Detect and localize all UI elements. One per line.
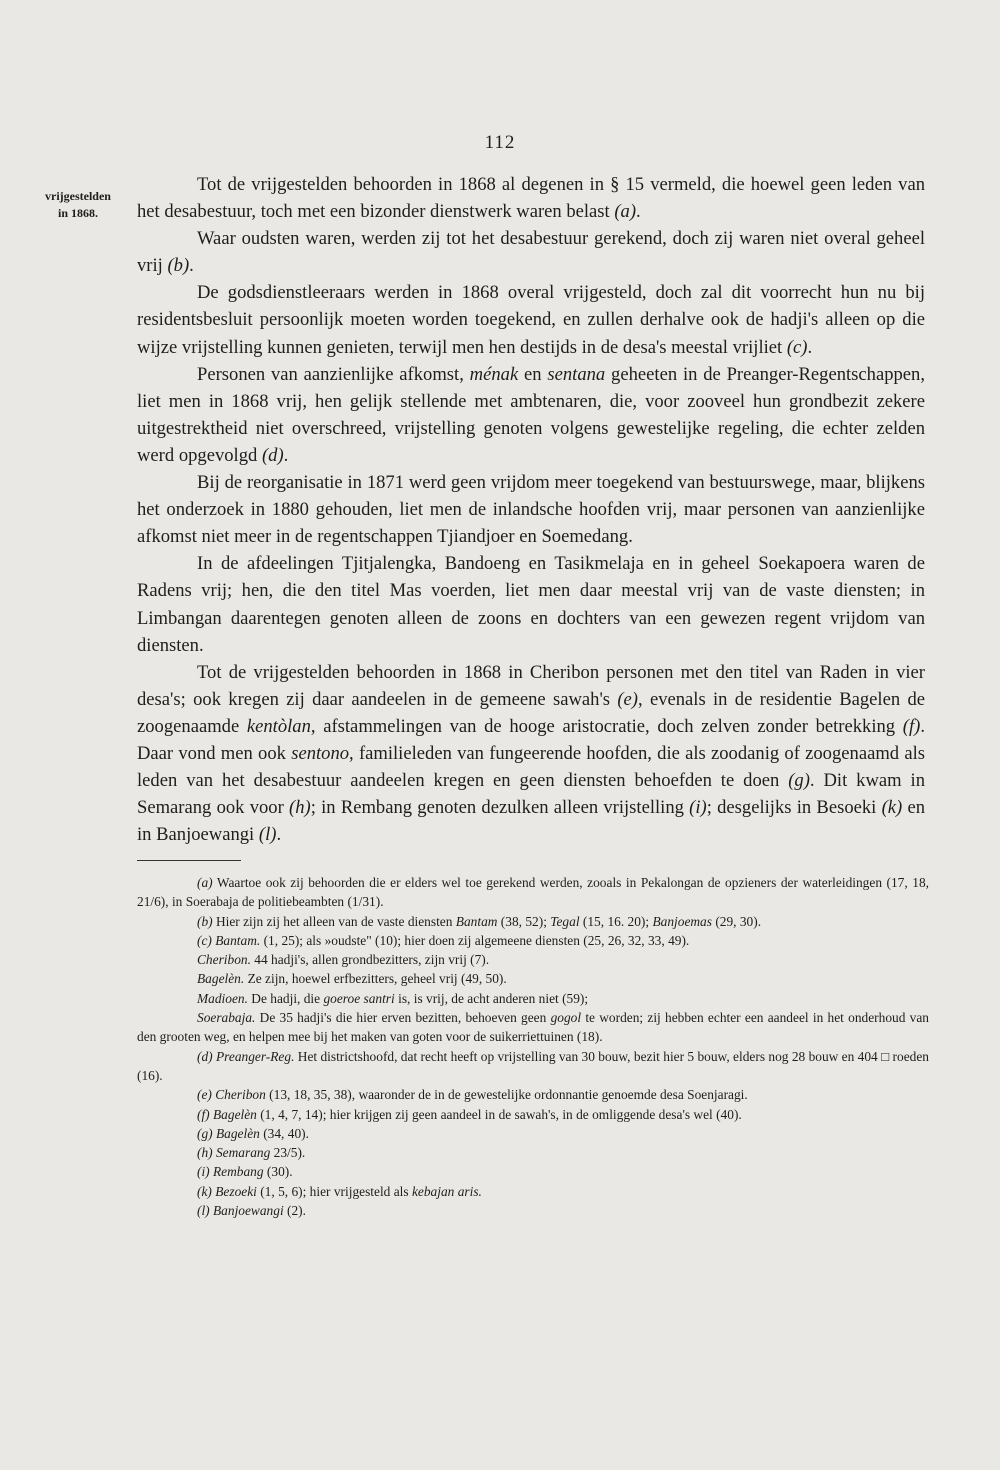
body-text (137, 171, 925, 848)
footnote (137, 1162, 929, 1181)
text-run: geheeten in de Preanger-Regentschappen, liet men in 1868 vrij, hen gelijk stellende met ambtenaren, die, voor zooveel hun grondbezit zekere uitgestrektheid niet overschreed, vrijstelling genoten volgens gewestelijke regeling, die echter zelden werd opgevolgd (137, 363, 925, 466)
paragraph (137, 550, 925, 658)
footnote-divider (137, 860, 241, 861)
text-run: (15, 16. 20); (579, 913, 653, 929)
italic-text: Madioen. (197, 990, 248, 1006)
italic-text: (e) (617, 688, 638, 710)
italic-text: (g) (197, 1125, 213, 1141)
paragraph (137, 361, 925, 469)
footnote (137, 1124, 929, 1143)
footnote (137, 873, 929, 912)
italic-text: Bagelèn (213, 1106, 257, 1122)
italic-text: Cheribon. (197, 952, 251, 968)
footnote (137, 1008, 929, 1047)
text-run: (1, 4, 7, 14); hier krijgen zij geen aandeel in de sawah's, in de omliggende desa's wel (40). (256, 1106, 742, 1122)
italic-text: Cheribon (215, 1087, 266, 1103)
text-run: . (636, 201, 641, 223)
text-run: De 35 hadji's die hier erven bezitten, behoeven geen (255, 1010, 551, 1026)
paragraph (137, 659, 925, 849)
footnote (137, 1047, 929, 1086)
italic-text: (h) (289, 797, 311, 819)
text-run: . (283, 444, 289, 466)
paragraph (137, 279, 925, 360)
italic-text: (c) (197, 932, 212, 948)
italic-text: (g) (788, 770, 810, 792)
text-run: , evenals in de residentie Bagelen de zoogenaamde (137, 688, 925, 737)
italic-text: Bezoeki (215, 1183, 257, 1199)
footnotes (137, 873, 929, 1220)
text-run: Tot de vrijgestelden behoorden in 1868 al degenen in § 15 vermeld, die hoewel geen leden van het desabestuur, toch met een bizonder dienstwerk waren belast (137, 174, 925, 223)
italic-text: Bagelèn (215, 1125, 260, 1141)
text-run: is, is vrij, de acht anderen niet (59); (394, 990, 589, 1006)
italic-text: (a) (614, 201, 637, 223)
footnote (137, 931, 929, 950)
footnote (137, 989, 929, 1008)
italic-text: (f) (197, 1106, 210, 1122)
text-run: (34, 40). (259, 1125, 309, 1141)
footnote (137, 1085, 929, 1104)
text-run: (1, 25); als »oudste" (10); hier doen zij algemeene diensten (25, 26, 32, 33, 49). (260, 932, 690, 948)
italic-text: ménak (469, 363, 519, 385)
text-run: 23/5). (270, 1145, 306, 1161)
italic-text: gogol (550, 1010, 582, 1026)
italic-text: (l) (258, 824, 277, 846)
italic-text: Banjoewangi (213, 1203, 284, 1219)
text-run: , familieleden van fungeerende hoofden, die als zoodanig of zoogenaamd als leden van het desabestuur aandeelen kregen en geen diensten behoefden te doen (137, 742, 925, 792)
footnote (137, 1182, 929, 1201)
text-run: , afstammelingen van de hooge aristocratie, doch zelven zonder betrekking (310, 715, 903, 737)
italic-text: Soerabaja. (197, 1010, 256, 1026)
italic-text: (a) (197, 875, 213, 890)
italic-text: (k) (881, 797, 903, 819)
text-run: Personen van aanzienlijke afkomst, (197, 363, 470, 385)
italic-text: (e) (197, 1087, 212, 1103)
italic-text: (f) (902, 715, 921, 737)
text-run: (38, 52); (497, 913, 551, 929)
italic-text: Bagelèn. (197, 971, 245, 987)
text-run: (30). (263, 1164, 293, 1180)
text-run: (2). (283, 1203, 306, 1219)
italic-text: (h) (197, 1145, 213, 1161)
text-run: ; desgelijks in Besoeki (706, 797, 882, 819)
text-run: Het districtshoofd, dat recht heeft op vrijstelling van 30 bouw, bezit hier 5 bouw, elders nog 28 bouw en 404 □ roeden (16). (137, 1048, 929, 1083)
italic-text: (k) (197, 1183, 212, 1199)
text-run: In de afdeelingen Tjitjalengka, Bandoeng en Tasikmelaja en in geheel Soekapoera waren de Radens vrij; hen, die den titel Mas voerden, liet men daar meestal vrij van de vaste diensten; in Limbangan daarentegen genoten alleen de zoons en dochters van een gewezen regent vrijdom van diensten. (137, 553, 925, 656)
italic-text: goeroe santri (323, 990, 395, 1006)
text-run: Waar oudsten waren, werden zij tot het desabestuur gerekend, doch zij waren niet overal geheel vrij (137, 228, 925, 277)
italic-text: sentono (291, 742, 350, 764)
text-run: . (807, 336, 813, 358)
text-run: en in Banjoewangi (137, 797, 926, 846)
italic-text: kebajan aris. (411, 1183, 482, 1199)
text-run: De godsdienstleeraars werden in 1868 overal vrijgesteld, doch zal dit voorrecht hun nu bij residentsbesluit persoonlijk moeten worden toegekend, en zullen derhalve ook de hadji's alleen op die wijze vrijstelling kunnen genieten, terwijl men hen destijds in de desa's meestal vrijliet (137, 282, 925, 358)
footnote (137, 1201, 929, 1220)
text-run: Tot de vrijgestelden behoorden in 1868 in Cheribon personen met den titel van Raden in vier desa's; ook kregen zij daar aandeelen in de gemeene sawah's (137, 661, 925, 710)
footnote (137, 1143, 929, 1162)
text-run: (1, 5, 6); hier vrijgesteld als (256, 1183, 412, 1199)
text-run: 44 hadji's, allen grondbezitters, zijn vrij (7). (250, 952, 490, 968)
paragraph (137, 469, 925, 550)
italic-text: Bantam. (215, 932, 261, 948)
margin-note-line: vrijgestelden (45, 189, 111, 203)
text-run: De hadji, die (247, 990, 324, 1006)
paragraph (137, 171, 925, 225)
page-number: 112 (484, 132, 516, 153)
italic-text: (d) (197, 1048, 213, 1064)
footnote (137, 950, 929, 969)
text-run: (29, 30). (711, 913, 762, 929)
text-run: en (518, 363, 548, 385)
text-run: Hier zijn zij het alleen van de vaste diensten (212, 913, 456, 929)
paragraph (137, 225, 925, 279)
italic-text: Semarang (215, 1145, 271, 1161)
italic-text: (i) (197, 1164, 210, 1180)
italic-text: Banjoemas (652, 913, 712, 929)
text-run: (13, 18, 35, 38), waaronder de in de gewestelijke ordonnantie genoemde desa Soenjaragi. (265, 1087, 748, 1103)
text-run: . Daar vond men ook (137, 715, 925, 764)
italic-text: kentòlan (246, 715, 311, 737)
italic-text: Bantam (455, 913, 498, 929)
footnote (137, 1105, 929, 1124)
text-run: . (276, 824, 282, 846)
italic-text: sentana (547, 363, 606, 385)
italic-text: Tegal (550, 913, 580, 929)
text-run: . Dit kwam in Semarang ook voor (137, 770, 925, 819)
italic-text: (b) (197, 913, 213, 929)
italic-text: (l) (197, 1203, 210, 1219)
text-run: ; in Rembang genoten dezulken alleen vrijstelling (310, 797, 690, 819)
text-run: Waartoe ook zij behoorden die er elders wel toe gerekend werden, zooals in Pekalongan de opzieners der waterleidingen (17, 18, 21/6), in Soerabaja de politiebeambten (1/31). (137, 875, 929, 910)
text-run: te worden; zij hebben echter een aandeel in het onderhoud van den grooten weg, en helpen mee bij het maken van goten voor de suikerriettuinen (18). (137, 1010, 929, 1045)
text-run: Bij de reorganisatie in 1871 werd geen vrijdom meer toegekend van bestuurswege, maar, blijkens het onderzoek in 1880 gehouden, liet men de inlandsche hoofden vrij, maar personen van aanzienlijke afkomst niet meer in de regentschappen Tjiandjoer en Soemedang. (137, 472, 925, 548)
italic-text: Rembang (213, 1164, 264, 1180)
italic-text: (b) (167, 255, 190, 277)
italic-text: (c) (786, 336, 808, 358)
footnote (137, 969, 929, 988)
margin-note (28, 188, 128, 222)
text-run: . (189, 255, 194, 277)
italic-text: Preanger-Reg. (215, 1048, 295, 1064)
italic-text: (d) (261, 444, 284, 466)
margin-note-line: in 1868. (57, 206, 98, 220)
text-run: Ze zijn, hoewel erfbezitters, geheel vrij (49, 50). (244, 971, 507, 987)
italic-text: (i) (689, 797, 707, 819)
footnote (137, 912, 929, 931)
